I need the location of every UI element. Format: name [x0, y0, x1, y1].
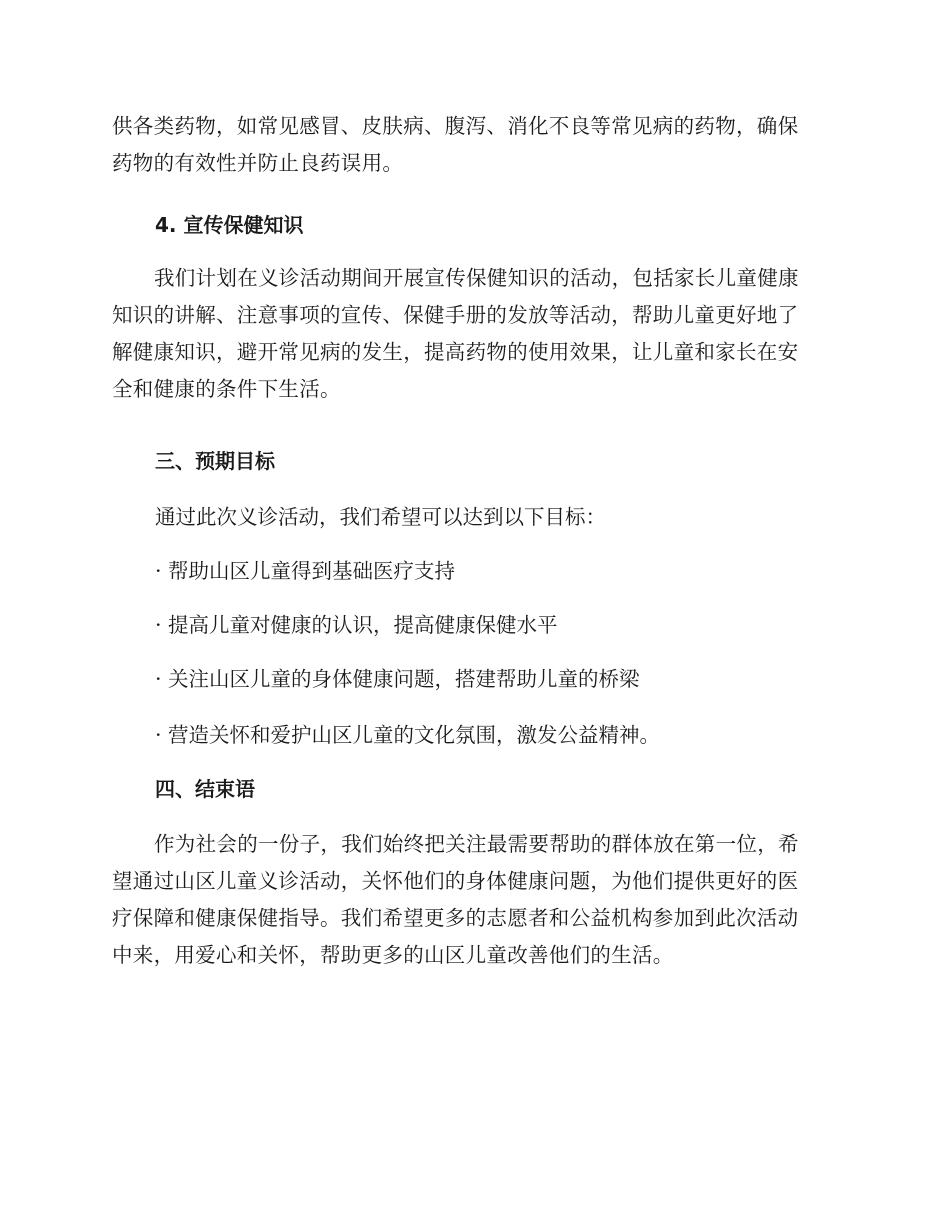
- section-heading-conclusion: 四、结束语: [155, 777, 255, 801]
- paragraph-line: 供各类药物，如常见感冒、皮肤病、腹泻、消化不良等常见病的药物，确保: [112, 114, 799, 138]
- paragraph-line: 疗保障和健康保健指导。我们希望更多的志愿者和公益机构参加到此次活动: [112, 906, 799, 930]
- paragraph-line: 中来，用爱心和关怀，帮助更多的山区儿童改善他们的生活。: [112, 943, 674, 967]
- goal-list-item: · 提高儿童对健康的认识，提高健康保健水平: [155, 613, 558, 637]
- section-heading-health-promotion: 4. 宣传保健知识: [155, 213, 304, 237]
- section-heading-expected-goals: 三、预期目标: [155, 449, 275, 473]
- paragraph-line: 我们计划在义诊活动期间开展宣传保健知识的活动，包括家长儿童健康: [154, 266, 799, 290]
- paragraph-line: 作为社会的一份子，我们始终把关注最需要帮助的群体放在第一位，希: [154, 832, 799, 856]
- goal-list-item: · 营造关怀和爱护山区儿童的文化氛围，激发公益精神。: [155, 723, 661, 747]
- paragraph-line: 知识的讲解、注意事项的宣传、保健手册的发放等活动，帮助儿童更好地了: [112, 303, 799, 327]
- conclusion-paragraph: [112, 826, 832, 974]
- paragraph-line: 望通过山区儿童义诊活动，关怀他们的身体健康问题，为他们提供更好的医: [112, 869, 799, 893]
- paragraph-line: 全和健康的条件下生活。: [112, 377, 341, 401]
- goal-list-item: · 帮助山区儿童得到基础医疗支持: [155, 559, 456, 583]
- paragraph-line: 药物的有效性并防止良药误用。: [112, 151, 404, 175]
- paragraph-line: 解健康知识，避开常见病的发生，提高药物的使用效果，让儿童和家长在安: [112, 340, 799, 364]
- goal-list-item: · 关注山区儿童的身体健康问题，搭建帮助儿童的桥梁: [155, 667, 640, 691]
- intro-continuation-paragraph: [112, 108, 832, 182]
- goals-intro-text: 通过此次义诊活动，我们希望可以达到以下目标：: [155, 505, 606, 529]
- health-promotion-paragraph: [112, 260, 832, 408]
